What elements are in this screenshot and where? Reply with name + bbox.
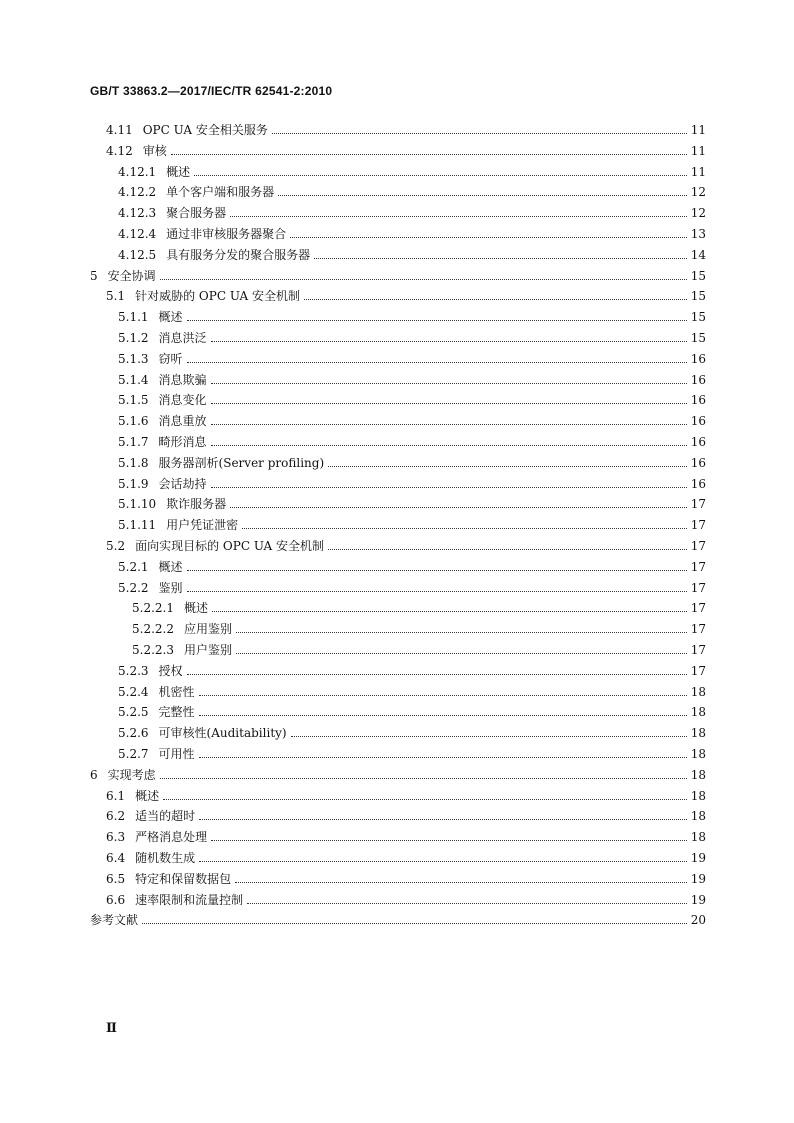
- toc-entry-page: 11: [690, 143, 706, 158]
- toc-entry-page: 18: [690, 705, 706, 720]
- toc-entry[interactable]: [118, 576, 706, 596]
- toc-entry-number: 6.3: [106, 830, 126, 845]
- toc-entry-page: 18: [690, 726, 706, 741]
- toc-entry-page: 15: [690, 310, 706, 325]
- toc-entry[interactable]: [106, 284, 706, 304]
- dot-leader: [236, 632, 687, 633]
- toc-entry-title: 鉴别: [158, 580, 183, 595]
- toc-entry-number: 4.12.4: [118, 227, 157, 241]
- toc-entry-title: 安全协调: [107, 268, 156, 283]
- toc-entry-title: 可审核性(Auditability): [158, 726, 287, 741]
- toc-entry-page: 17: [690, 601, 706, 616]
- toc-entry-title: 授权: [158, 663, 183, 678]
- toc-entry[interactable]: [106, 888, 706, 908]
- toc-entry-number: 6.2: [106, 809, 126, 824]
- toc-entry-title: 严格消息处理: [135, 830, 208, 845]
- toc-entry[interactable]: [106, 118, 706, 138]
- toc-entry-number: 4.12.2: [118, 185, 157, 200]
- toc-entry[interactable]: [118, 347, 706, 367]
- toc-entry-title: 随机数生成: [135, 851, 196, 865]
- toc-entry-title: 审核: [142, 143, 167, 158]
- toc-entry-title: 消息变化: [158, 393, 207, 408]
- toc-entry-title: 概述: [166, 164, 191, 179]
- toc-entry-title: 完整性: [158, 705, 195, 720]
- toc-entry-page: 19: [690, 892, 706, 907]
- toc-entry[interactable]: [118, 451, 706, 471]
- dot-leader: [211, 403, 687, 404]
- toc-entry-page: 16: [690, 351, 706, 366]
- toc-entry[interactable]: [118, 201, 706, 221]
- toc-entry-page: 19: [690, 871, 706, 886]
- toc-entry-number: 5.2.2.2: [132, 622, 174, 637]
- toc-entry-page: 17: [690, 643, 706, 657]
- toc-entry-title: 概述: [158, 559, 183, 574]
- dot-leader: [142, 923, 687, 924]
- toc-entry[interactable]: [90, 763, 706, 783]
- toc-entry-title: 概述: [135, 788, 160, 803]
- dot-leader: [187, 362, 687, 363]
- toc-entry[interactable]: [106, 534, 706, 554]
- toc-entry-page: 16: [690, 414, 706, 429]
- toc-entry[interactable]: [118, 430, 706, 450]
- toc-entry-number: 5.2: [106, 539, 126, 553]
- toc-entry-page: 17: [690, 497, 706, 512]
- toc-entry[interactable]: [118, 388, 706, 408]
- toc-entry-title: 概述: [183, 601, 208, 616]
- toc-entry-page: 17: [690, 559, 706, 574]
- toc-entry-title: 适当的超时: [135, 809, 196, 824]
- dot-leader: [211, 840, 687, 841]
- dot-leader: [211, 487, 687, 488]
- dot-leader: [199, 695, 687, 696]
- toc-entry[interactable]: [106, 784, 706, 804]
- dot-leader: [230, 216, 687, 217]
- dot-leader: [160, 778, 687, 779]
- dot-leader: [211, 445, 687, 446]
- toc-entry-number: 5.2.3: [118, 663, 149, 678]
- toc-entry-number: 4.11: [106, 123, 133, 137]
- toc-entry-page: 13: [690, 227, 706, 241]
- dot-leader: [328, 549, 687, 550]
- toc-entry[interactable]: [106, 804, 706, 824]
- toc-entry[interactable]: [118, 472, 706, 492]
- toc-entry-number: 6.1: [106, 788, 126, 803]
- toc-entry-page: 18: [690, 830, 706, 845]
- toc-entry-number: 6: [90, 767, 98, 782]
- toc-entry-number: 5.1.8: [118, 455, 149, 470]
- toc-entry[interactable]: [118, 160, 706, 180]
- toc-entry-title: 针对威胁的 OPC UA 安全机制: [135, 289, 301, 304]
- dot-leader: [187, 674, 687, 675]
- standard-number-header: GB/T 33863.2—2017/IEC/TR 62541-2:2010: [90, 84, 333, 98]
- dot-leader: [187, 320, 687, 321]
- dot-leader: [199, 819, 687, 820]
- dot-leader: [160, 279, 687, 280]
- toc-entry[interactable]: [118, 513, 706, 533]
- toc-entry-page: 16: [690, 455, 706, 470]
- toc-entry-title: 通过非审核服务器聚合: [166, 227, 287, 241]
- toc-entry-number: 4.12.3: [118, 206, 157, 221]
- dot-leader: [211, 383, 687, 384]
- dot-leader: [291, 736, 687, 737]
- toc-entry[interactable]: [118, 659, 706, 679]
- toc-entry-page: 15: [690, 289, 706, 304]
- toc-entry-number: 6.5: [106, 871, 126, 886]
- toc-entry-page: 16: [690, 435, 706, 449]
- toc-entry[interactable]: [118, 305, 706, 325]
- toc-entry-number: 5: [90, 268, 98, 283]
- toc-entry[interactable]: [106, 825, 706, 845]
- toc-entry-title: 消息洪泛: [158, 331, 207, 345]
- toc-entry[interactable]: [118, 326, 706, 346]
- toc-entry-page: 16: [690, 476, 706, 491]
- toc-entry-page: 20: [690, 913, 706, 928]
- toc-entry-number: 4.12.5: [118, 247, 157, 262]
- toc-entry-number: 4.12: [106, 143, 133, 158]
- dot-leader: [235, 882, 687, 883]
- toc-entry-number: 5.1.10: [118, 497, 157, 512]
- dot-leader: [187, 570, 687, 571]
- toc-entry-number: 5.2.1: [118, 559, 149, 574]
- toc-entry-title: 会话劫持: [158, 476, 207, 491]
- toc-entry-page: 19: [690, 851, 706, 865]
- toc-entry[interactable]: [106, 139, 706, 159]
- toc-entry-page: 17: [690, 518, 706, 533]
- toc-entry-number: 5.1.7: [118, 435, 149, 449]
- toc-entry[interactable]: [118, 180, 706, 200]
- dot-leader: [314, 258, 687, 259]
- toc-entry-page: 11: [690, 164, 706, 179]
- toc-entry-page: 16: [690, 372, 706, 387]
- toc-entry-page: 16: [690, 393, 706, 408]
- toc-entry-title: 特定和保留数据包: [135, 871, 232, 886]
- toc-entry-title: 窃听: [158, 351, 183, 366]
- toc-entry[interactable]: [132, 596, 706, 616]
- dot-leader: [236, 653, 687, 654]
- toc-entry-title: 单个客户端和服务器: [166, 185, 275, 200]
- dot-leader: [163, 799, 687, 800]
- toc-entry-number: 5.2.4: [118, 684, 149, 699]
- dot-leader: [304, 299, 687, 300]
- dot-leader: [247, 903, 687, 904]
- toc-entry-title: 服务器剖析(Server profiling): [158, 455, 325, 470]
- toc-entry[interactable]: [118, 700, 706, 720]
- toc-entry[interactable]: [118, 243, 706, 263]
- toc-entry-title: 可用性: [158, 747, 195, 761]
- toc-entry-title: 聚合服务器: [166, 206, 227, 221]
- toc-entry-number: 5.2.5: [118, 705, 149, 720]
- dot-leader: [272, 133, 687, 134]
- toc-entry-page: 17: [690, 622, 706, 637]
- toc-entry-number: 5.2.2.1: [132, 601, 174, 616]
- toc-entry-title: 面向实现目标的 OPC UA 安全机制: [135, 539, 325, 553]
- toc-entry-number: 5.2.2.3: [132, 643, 174, 657]
- toc-entry-number: 5.1.5: [118, 393, 149, 408]
- toc-entry-page: 18: [690, 788, 706, 803]
- toc-entry[interactable]: [90, 908, 706, 928]
- dot-leader: [242, 528, 687, 529]
- dot-leader: [211, 341, 687, 342]
- toc-entry[interactable]: [118, 492, 706, 512]
- dot-leader: [187, 591, 687, 592]
- toc-entry-title: 用户鉴别: [183, 643, 232, 657]
- dot-leader: [199, 757, 687, 758]
- toc-entry-title: 机密性: [158, 684, 195, 699]
- toc-entry-title: 参考文献: [90, 913, 139, 928]
- toc-entry-page: 17: [690, 539, 706, 553]
- toc-entry[interactable]: [106, 846, 706, 866]
- toc-entry[interactable]: [118, 409, 706, 429]
- toc-entry-title: 畸形消息: [158, 435, 207, 449]
- toc-entry[interactable]: [132, 638, 706, 658]
- toc-entry[interactable]: [118, 555, 706, 575]
- toc-entry-number: 6.4: [106, 851, 126, 865]
- toc-entry-number: 5.1.3: [118, 351, 149, 366]
- toc-entry[interactable]: [106, 867, 706, 887]
- toc-entry-number: 5.1.1: [118, 310, 149, 325]
- toc-entry-page: 12: [690, 185, 706, 200]
- toc-entry-number: 6.6: [106, 892, 126, 907]
- dot-leader: [199, 715, 687, 716]
- dot-leader: [211, 424, 687, 425]
- dot-leader: [212, 611, 687, 612]
- toc-entry-page: 18: [690, 809, 706, 824]
- toc-entry-title: 用户凭证泄密: [166, 518, 239, 533]
- toc-entry[interactable]: [118, 680, 706, 700]
- toc-entry-number: 5.1.4: [118, 372, 149, 387]
- toc-entry[interactable]: [132, 617, 706, 637]
- toc-entry-number: 5.1.2: [118, 331, 149, 345]
- toc-entry-page: 11: [690, 123, 706, 137]
- toc-entry-page: 18: [690, 767, 706, 782]
- toc-entry[interactable]: [118, 222, 706, 242]
- toc-entry-page: 17: [690, 580, 706, 595]
- toc-entry-page: 15: [690, 268, 706, 283]
- dot-leader: [290, 237, 687, 238]
- toc-entry-title: 应用鉴别: [183, 622, 232, 637]
- page-number: Ⅱ: [106, 1021, 117, 1036]
- toc-entry-number: 5.2.7: [118, 747, 149, 761]
- toc-entry-title: 消息欺骗: [158, 372, 207, 387]
- toc-entry-number: 5.2.2: [118, 580, 149, 595]
- toc-entry-number: 5.2.6: [118, 726, 149, 741]
- toc-entry[interactable]: [90, 264, 706, 284]
- dot-leader: [328, 466, 687, 467]
- toc-entry-title: 欺诈服务器: [166, 497, 227, 512]
- toc-entry-title: OPC UA 安全相关服务: [142, 123, 268, 137]
- toc-entry-page: 18: [690, 747, 706, 761]
- toc-entry-page: 18: [690, 684, 706, 699]
- toc-entry-title: 速率限制和流量控制: [135, 892, 244, 907]
- toc-entry-page: 14: [690, 247, 706, 262]
- dot-leader: [199, 861, 687, 862]
- toc-entry[interactable]: [118, 368, 706, 388]
- toc-entry-page: 15: [690, 331, 706, 345]
- toc-entry-number: 5.1: [106, 289, 126, 304]
- toc-entry-number: 5.1.9: [118, 476, 149, 491]
- toc-entry[interactable]: [118, 742, 706, 762]
- toc-entry-number: 4.12.1: [118, 164, 157, 179]
- toc-entry-title: 具有服务分发的聚合服务器: [166, 247, 311, 262]
- toc-entry-title: 概述: [158, 310, 183, 325]
- toc-entry-page: 12: [690, 206, 706, 221]
- toc-entry-number: 5.1.11: [118, 518, 157, 533]
- dot-leader: [278, 195, 687, 196]
- dot-leader: [171, 154, 687, 155]
- dot-leader: [194, 175, 687, 176]
- dot-leader: [230, 507, 687, 508]
- toc-entry-title: 消息重放: [158, 414, 207, 429]
- toc-entry-title: 实现考虑: [107, 767, 156, 782]
- toc-entry-page: 17: [690, 663, 706, 678]
- toc-entry-number: 5.1.6: [118, 414, 149, 429]
- toc-entry[interactable]: [118, 721, 706, 741]
